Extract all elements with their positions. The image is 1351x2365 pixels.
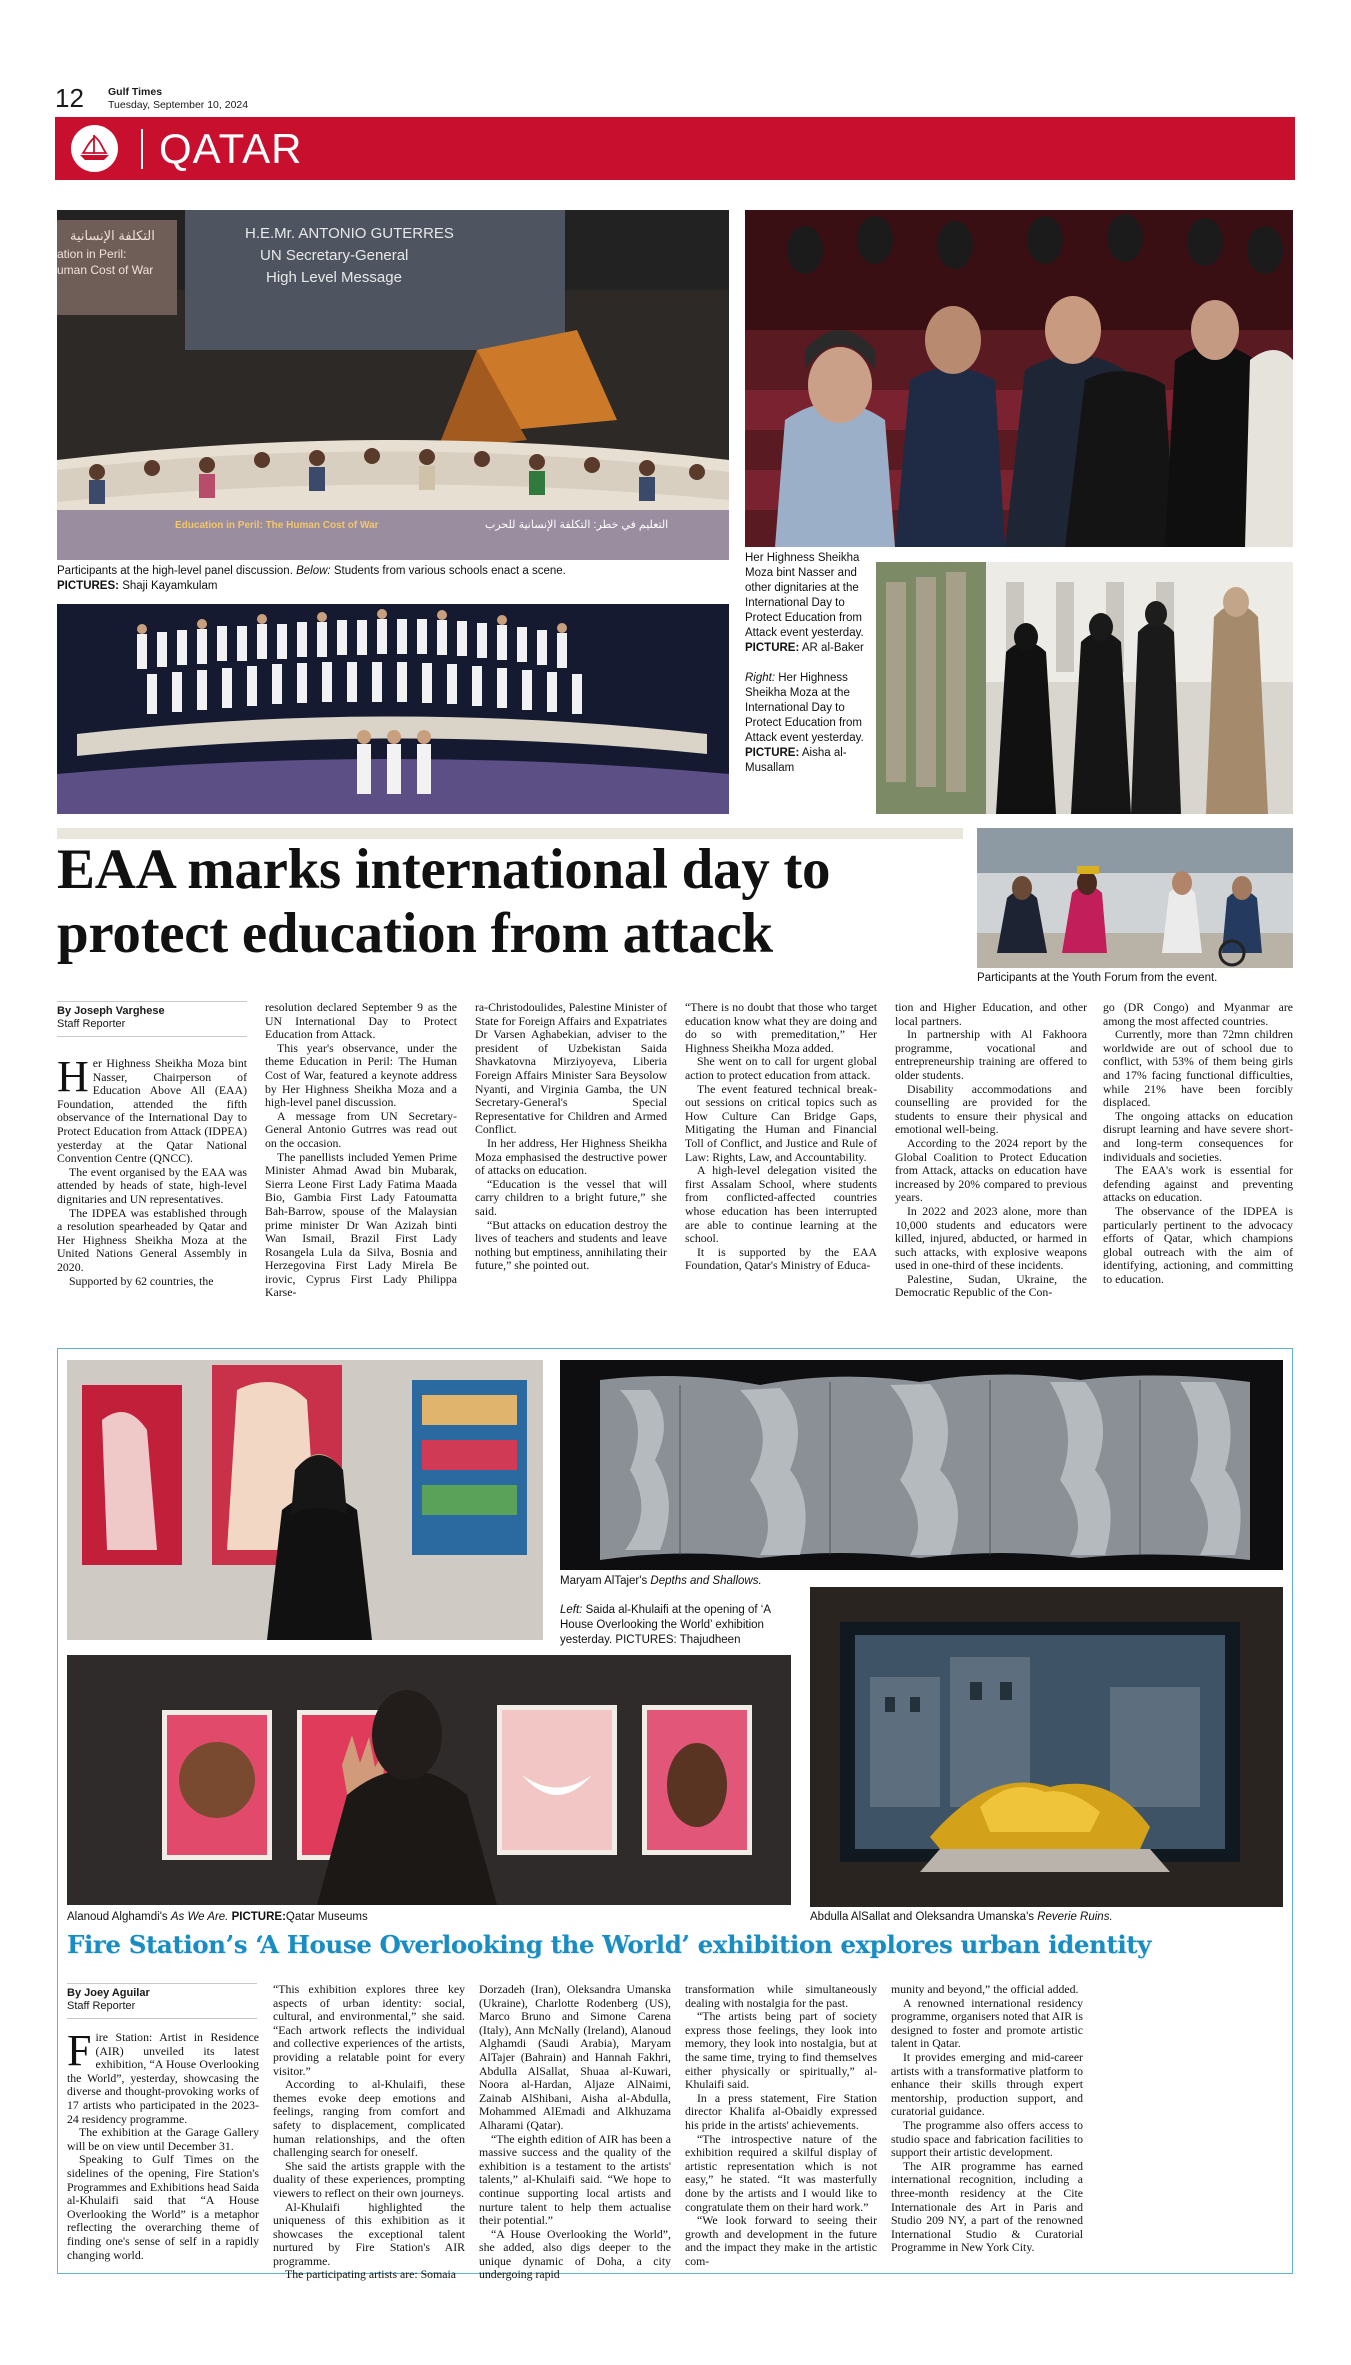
stage-text-arabic: التعليم في خطر: التكلفة الإنسانية للحرب <box>485 519 669 531</box>
article1-column-4: “There is no doubt that those who target education know what they are doing and do so with premeditation,” Her Highness Sheikha Moza added. She went on to call for urgent global action to protect education from attack. The event featured technical break-out sessions on critical topics such as How Culture Can Bridge Gaps, Mitigating the Human and Financial Toll of Conflict, and Justice and Rule of Law: Rights, Law, and Accountability. A high-level delegation visited the first Assalam School, where students from conflicted-affected countries whose education has been interrupted are able to continue learning at the school. It is supported by the EAA Foundation, Qatar's Ministry of Educa- <box>685 1000 877 1273</box>
sheikha-moza-walking-photo <box>876 562 1293 814</box>
byline2-top-rule <box>67 1983 257 1984</box>
article2-author: By Joey Aguilar <box>67 1987 150 1999</box>
students-scene-photo <box>57 604 729 814</box>
depths-caption: Maryam AlTajer's Depths and Shallows. <box>560 1575 762 1587</box>
side-screen-arabic: التكلفة الإنسانية <box>70 228 155 243</box>
depths-and-shallows-photo <box>560 1360 1283 1570</box>
article2-column-3: Dorzadeh (Iran), Oleksandra Umanska (Ukraine), Charlotte Rodenberg (US), Marco Bruno and Simone Carena (Italy), Ann McNally (Ireland), Alanoud Alghamdi (Saudi Arabia), Maryam AlTajer (Bahrain) and Hannah Fakhri, Abdulla AlSallat, Shuaa al-Kuwari, Noora al-Hardan, Aljaze AlNaimi, Zainab AlShibani, Aisha al-Abdulla, Mohammed AlEmadi and Alkhuzama Alharami (Qatar). “The eighth edition of AIR has been a massive success and the quality of the exhibition is a testament to the artists' talents,” al-Khulaifi said. “We hope to continue supporting local artists and nurture talent to help them actualise their potential.” “A House Overlooking the World”, she added, also digs deeper to the unique dynamic of Doha, a city undergoing rapid <box>479 1982 671 2282</box>
youth-forum-photo <box>977 828 1293 968</box>
byline-top-rule <box>57 1001 247 1002</box>
article1-column-6: go (DR Congo) and Myanmar are among the most affected countries. Currently, more than 72mn children worldwide are out of school due to conflict, with 53% of them being girls and 17% facing functional difficulties, while 21% have been forcibly displaced. The ongoing attacks on education disrupt learning and have severe short- and long-term consequences for individuals and societies. The EAA's work is essential for defending against and preventing attacks on education. The observance of the IDPEA is particularly pertinent to the advocacy efforts of Qatar, which champions global outreach with the aim of identifying, actioning, and committing to education. <box>1103 1000 1293 1286</box>
dignitaries-seated-photo <box>745 210 1293 547</box>
reverie-ruins-photo <box>810 1587 1283 1907</box>
dignitaries-caption: Her Highness Sheikha Moza bint Nasser and other dignitaries at the International Day to Protect Education from Attack event yesterday. PICTURE: AR al-Baker Right: Her Highness Sheikha Moza at the International Day to Protect Education from Attack event yesterday. PICTURE: Aisha al-Musallam <box>745 552 864 774</box>
article1-column-2: resolution declared September 9 as the UN International Day to Protect Education from Attack. This year's observance, under the theme Education in Peril: The Human Cost of War, featured a keynote address by Her Highness Sheikha Moza and a high-level panel discussion. A message from UN Secretary-General Antonio Gutrres was read out on the occasion. The panellists included Yemen Prime Minister Ahmad Awad bin Mubarak, Sierra Leone First Lady Fatima Maada Bio, Gambia First Lady Fatoumatta Bah-Barrow, spouse of the Malaysian prime minister Dr Wan Azizah binti Wan Ismail, Brazil First Lady Rosangela Lula da Silva, Bosnia and Herzegovina First Lady Mirela Be irovic, Cyprus First Lady Philippa Karse- <box>265 1000 457 1300</box>
reverie-caption: Abdulla AlSallat and Oleksandra Umanska's Reverie Ruins. <box>810 1911 1113 1923</box>
gulf-times-logo-icon <box>71 125 118 172</box>
publication-name: Gulf Times <box>108 86 163 98</box>
section-title: QATAR <box>159 125 303 172</box>
saida-caption: Left: Saida al-Khulaifi at the opening of ‘A House Overlooking the World’ exhibition yesterday. PICTURES: Thajudheen <box>560 1604 771 1646</box>
article2-author-role: Staff Reporter <box>67 2000 136 2012</box>
side-screen-line3: uman Cost of War <box>57 263 154 277</box>
article1-column-1: H er Highness Sheikha Moza bint Nasser, Chairperson of Education Above All (EAA) Foundation, attended the fifth observance of the International Day to Protect Education from Attack (IDPEA) yesterday at the Qatar National Convention Centre (QNCC). The event organised by the EAA was attended by heads of state, high-level dignitaries and UN representatives. The IDPEA was established through a resolution spearheaded by Qatar and Her Highness Sheikha Moza at the United Nations General Assembly in 2020. Supported by 62 countries, the <box>57 1052 247 1288</box>
article2-column-4: transformation while simultaneously dealing with nostalgia for the past. “The artists being part of society express those feelings, they look into memory, they look into nostalgia, but at the same time, trying to find themselves either physically or spiritually,” al-Khulaifi said. In a press statement, Fire Station director Khalifa al-Obaidly expressed his pride in the artists' achievements. “The introspective nature of the exhibition required a skilful display of artistic representation which is not easy,” he stated. “It was masterfully done by the artists and I would like to congratulate them on their hard work.” “We look forward to seeing their growth and development in the future and the impact they make in the artistic com- <box>685 1982 877 2268</box>
article1-author: By Joseph Varghese <box>57 1005 165 1017</box>
article2-headline: Fire Station’s ‘A House Overlooking the World’ exhibition explores urban identity <box>67 1930 1152 1959</box>
stage-text-english: Education in Peril: The Human Cost of War <box>175 520 379 531</box>
youth-forum-caption: Participants at the Youth Forum from the event. <box>977 972 1218 984</box>
article2-column-5: munity and beyond,” the official added. A renowned international residency programme, organisers noted that AIR is designed to foster and promote artistic talent in Qatar. It provides emerging and mid-career artists with a transformative platform to enhance their skills through expert mentorship, production support, and curatorial guidance. The programme also offers access to studio space and fabrication facilities to support their artistic development. The AIR programme has earned international recognition, including a three-month residency at the Cite Internationale des Art in Paris and Studio 209 NY, a part of the renowned International Studio & Curatorial Programme in New York City. <box>891 1982 1083 2255</box>
panel-photo-caption: Participants at the high-level panel discussion. Below: Students from various schools enact a scene. PICTURES: Shaji Kayamkulam <box>57 565 566 592</box>
article1-column-3: ra-Christodoulides, Palestine Minister of State for Foreign Affairs and Expatriates Dr Varsen Aghabekian, adviser to the president of Uzbekistan Saida Shavkatovna Mirziyoyeva, Liberia Foreign Affairs Minister Sara Beysolow Nyanti, and Virginia Gamba, the UN Secretary-General's Special Representative for Children and Armed Conflict. In her address, Her Highness Sheikha Moza emphasised the destructive power of attacks on education. “Education is the vessel that will carry children to a bright future,” she said. “But attacks on education destroy the lives of teachers and students and leave nothing but emptiness, annihilating their future,” she pointed out. <box>475 1000 667 1273</box>
as-we-are-caption: Alanoud Alghamdi's As We Are. PICTURE:Qatar Museums <box>67 1911 368 1923</box>
article2-column-2: “This exhibition explores three key aspects of urban identity: social, cultural, and environmental,” she said. “Each artwork reflects the individual and collective experiences of the artists, providing a relatable point for every visitor.” According to al-Khulaifi, these themes evoke deep emotions and feelings, ranging from comfort and safety to displacement, complicated human relationships, and the often challenging search for oneself. She said the artists grapple with the duality of these experiences, prompting viewers to reflect on their own journeys. Al-Khulaifi highlighted the uniqueness of this exhibition as it showcases the exceptional talent nurtured by Fire Station's AIR programme. The participating artists are: Somaia <box>273 1982 465 2282</box>
article1-headline: EAA marks international day to protect education from attack <box>57 838 831 965</box>
page-number: 12 <box>55 83 84 113</box>
screen-title-line1: H.E.Mr. ANTONIO GUTERRES <box>245 225 454 242</box>
saida-al-khulaifi-photo <box>67 1360 543 1640</box>
screen-title-line2: UN Secretary-General <box>260 247 409 264</box>
article1-dropcap: H <box>57 1052 89 1101</box>
publication-date: Tuesday, September 10, 2024 <box>108 99 249 111</box>
byline2-bottom-rule <box>67 2018 257 2019</box>
side-screen-line2: ation in Peril: <box>57 247 127 261</box>
screen-title-line3: High Level Message <box>266 269 402 286</box>
byline-bottom-rule <box>57 1036 247 1037</box>
section-banner <box>55 117 1295 180</box>
article1-author-role: Staff Reporter <box>57 1018 126 1030</box>
as-we-are-photo <box>67 1655 791 1905</box>
banner-divider <box>141 129 143 169</box>
article2-dropcap: F <box>67 2026 92 2075</box>
article1-column-5: tion and Higher Education, and other local partners. In partnership with Al Fakhoora programme, vocational and entrepreneurship training are offered to older students. Disability accommodations and counselling are provided for the students to ensure their physical and emotional well-being. According to the 2024 report by the Global Coalition to Protect Education from Attack, attacks on education have increased by 20% compared to previous years. In 2022 and 2023 alone, more than 10,000 students and educators were killed, injured, abducted, or harmed in such attacks, with explosive weapons used in one-third of these incidents. Palestine, Sudan, Ukraine, the Democratic Republic of the Con- <box>895 1000 1087 1300</box>
article2-column-1: F ire Station: Artist in Residence (AIR) unveiled its latest exhibition, “A House Overlooking the World”, yesterday, showcasing the diverse and thought-provoking works of 17 artists who participated in the 2023-24 residency programme. The exhibition at the Garage Gallery will be on view until December 31. Speaking to Gulf Times on the sidelines of the opening, Fire Station's Programmes and Exhibitions head Saida al-Khulaifi said that “A House Overlooking the World” is a metaphor reflecting the overarching theme of finding one's sense of self in a rapidly changing world. <box>67 2026 259 2262</box>
